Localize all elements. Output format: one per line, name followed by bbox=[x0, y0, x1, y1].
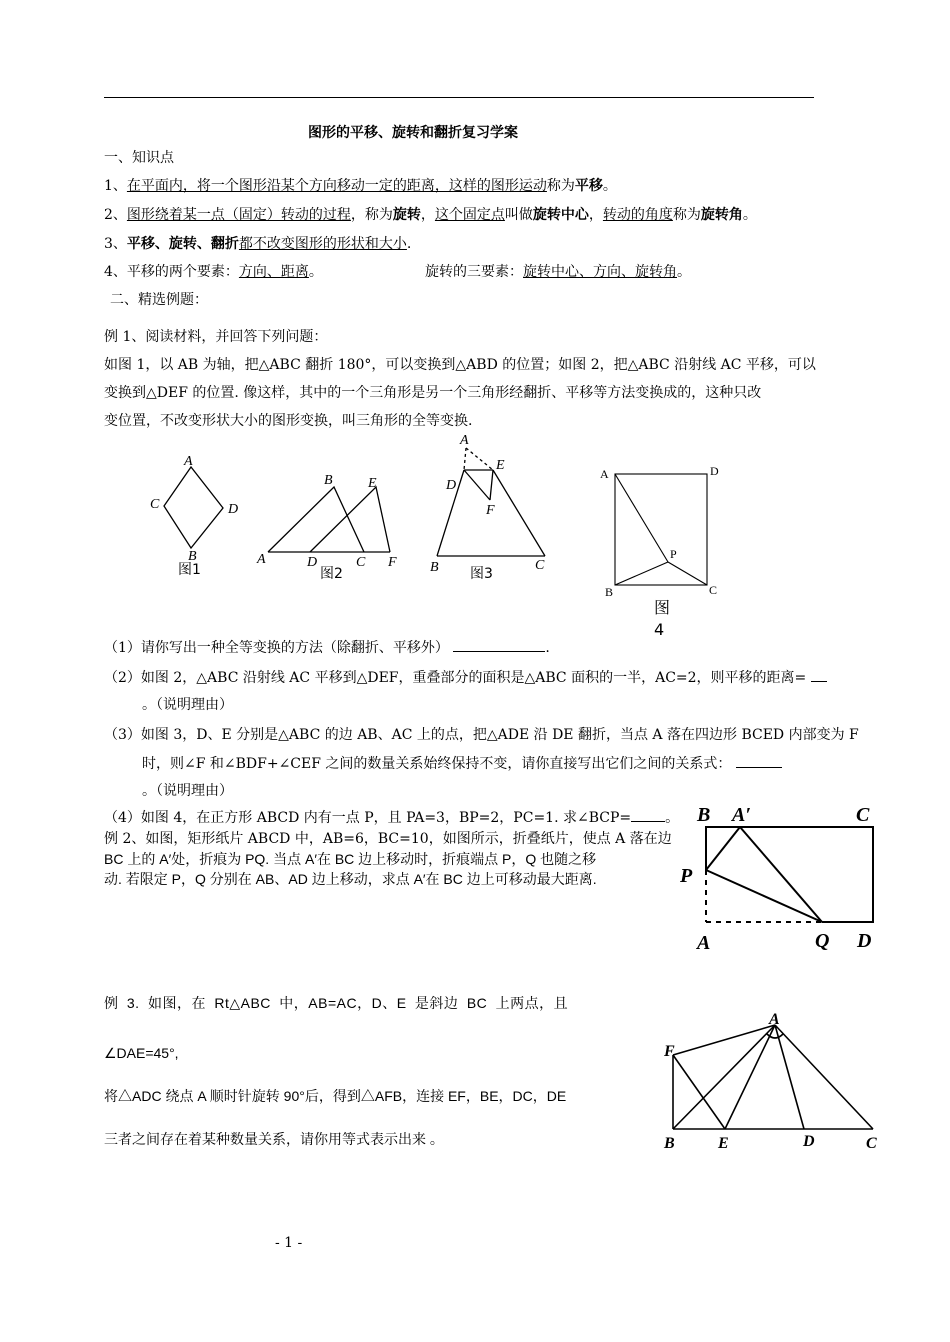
fig3-label-a: A bbox=[460, 433, 469, 448]
fig6-label-e: E bbox=[718, 1135, 729, 1152]
question-1: （1）请你写出一种全等变换的方法（除翻折、平移外） . bbox=[104, 637, 550, 658]
fig4-label-p: P bbox=[670, 547, 677, 561]
knowledge-item-3: 3、平移、旋转、翻折都不改变图形的形状和大小. bbox=[104, 236, 412, 252]
header-rule bbox=[104, 97, 814, 98]
fig5-label-c: C bbox=[856, 804, 870, 826]
fig5-label-b: B bbox=[697, 804, 711, 826]
fig2-label-c: C bbox=[356, 555, 366, 570]
fig5-label-a-prime: A′ bbox=[732, 804, 751, 826]
fig2-label-d: D bbox=[307, 555, 318, 570]
figure-1 bbox=[164, 467, 223, 548]
fig3-label-c: C bbox=[535, 558, 545, 573]
example3-figure bbox=[655, 1005, 890, 1155]
answer-blank-2[interactable] bbox=[811, 667, 827, 682]
question-3-line1: （3）如图 3，D、E 分别是△ABC 的边 AB、AC 上的点，把△ADE 沿 DE 翻折，当点 A 落在四边形 BCED 内部变为 F bbox=[104, 727, 859, 743]
fig3-label-e: E bbox=[496, 458, 505, 473]
section-heading-knowledge: 一、知识点 bbox=[104, 150, 174, 166]
fig1-label-c: C bbox=[150, 497, 160, 512]
example2-line2: BC 上的 A′处，折痕为 PQ. 当点 A′在 BC 边上移动时，折痕端点 P，Q 也随之移 bbox=[104, 851, 597, 867]
fig6-label-a: A bbox=[769, 1011, 780, 1028]
figure-4 bbox=[615, 474, 707, 585]
example3-line1: 例 3. 如图，在 Rt△ABC 中，AB=AC，D、E 是斜边 BC 上两点，且 bbox=[104, 995, 569, 1011]
example1-para-line1: 如图 1，以 AB 为轴，把△ABC 翻折 180°，可以变换到△ABD 的位置；如图 2，把△ABC 沿射线 AC 平移，可以 bbox=[104, 357, 816, 373]
example3-line3: 将△ADC 绕点 A 顺时针旋转 90°后，得到△AFB，连接 EF，BE，DC，DE bbox=[104, 1088, 567, 1104]
answer-blank-3[interactable] bbox=[736, 753, 782, 768]
fig5-label-d: D bbox=[857, 930, 872, 952]
page-number: - 1 - bbox=[275, 1235, 303, 1251]
example2-line1: 例 2、如图，矩形纸片 ABCD 中，AB=6，BC=10，如图所示，折叠纸片，使点 A 落在边 bbox=[104, 831, 672, 847]
fig5-label-a: A bbox=[697, 932, 711, 954]
fig2-label-e: E bbox=[368, 476, 377, 491]
example1-heading: 例 1、阅读材料，并回答下列问题： bbox=[104, 329, 328, 345]
fig1-label-d: D bbox=[228, 502, 239, 517]
question-4: （4）如图 4，在正方形 ABCD 内有一点 P，且 PA=3，BP=2，PC=1. 求∠BCP= 。 bbox=[104, 807, 679, 828]
section-heading-examples: 二、精选例题： bbox=[110, 292, 208, 308]
knowledge-item-1: 1、在平面内，将一个图形沿某个方向移动一定的距离，这样的图形运动称为平移。 bbox=[104, 178, 617, 194]
question-2-line2: 。（说明理由） bbox=[142, 697, 233, 713]
example1-para-line2: 变换到△DEF 的位置. 像这样，其中的一个三角形是另一个三角形经翻折、平移等方法变换成的，这种只改 bbox=[104, 385, 762, 401]
fig1-label-a: A bbox=[184, 454, 193, 469]
fig4-label-b: B bbox=[605, 585, 614, 599]
knowledge-item-4a: 4、平移的两个要素：方向、距离。 bbox=[104, 264, 323, 280]
fig1-label-b: B bbox=[188, 549, 197, 564]
example1-para-line3: 变位置，不改变形状大小的图形变换，叫三角形的全等变换. bbox=[104, 413, 473, 429]
figures-row bbox=[0, 430, 760, 645]
fig6-label-c: C bbox=[866, 1135, 877, 1152]
fig4-label-c: C bbox=[709, 583, 718, 597]
answer-blank-1[interactable] bbox=[453, 637, 545, 652]
figure-2 bbox=[268, 487, 390, 552]
doc-title: 图形的平移、旋转和翻折复习学案 bbox=[308, 125, 518, 141]
fig6-label-f: F bbox=[664, 1043, 675, 1060]
fig2-caption: 图2 bbox=[320, 566, 343, 582]
fig2-label-b: B bbox=[324, 473, 333, 488]
fig4-label-d: D bbox=[710, 464, 719, 478]
fig3-label-d: D bbox=[446, 478, 457, 493]
fig2-label-f: F bbox=[388, 555, 397, 570]
example2-figure bbox=[670, 795, 890, 960]
example2-line3: 动. 若限定 P，Q 分别在 AB、AD 边上移动，求点 A′在 BC 边上可移动最大距离. bbox=[104, 871, 597, 887]
figure-3 bbox=[437, 448, 545, 556]
fig3-label-f: F bbox=[486, 503, 495, 518]
question-2: （2）如图 2，△ABC 沿射线 AC 平移到△DEF，重叠部分的面积是△ABC 面积的一半，AC=2，则平移的距离= bbox=[104, 667, 827, 688]
fig4-caption-2: 4 bbox=[654, 620, 665, 639]
fig3-label-b: B bbox=[430, 560, 439, 575]
example3-line4: 三者之间存在着某种数量关系，请你用等式表示出来 。 bbox=[104, 1131, 444, 1147]
fig5-label-p: P bbox=[680, 865, 693, 887]
question-3-line3: 。（说明理由） bbox=[142, 783, 233, 799]
answer-blank-4[interactable] bbox=[631, 807, 665, 822]
knowledge-item-2: 2、图形绕着某一点（固定）转动的过程，称为旋转，这个固定点叫做旋转中心，转动的角度称为旋转角。 bbox=[104, 207, 757, 223]
knowledge-item-4b: 旋转的三要素：旋转中心、方向、旋转角。 bbox=[425, 264, 691, 280]
example3-line2: ∠DAE=45°, bbox=[104, 1045, 179, 1061]
fig1-caption: 图1 bbox=[178, 562, 201, 578]
fig4-label-a: A bbox=[600, 467, 609, 481]
question-3-line2: 时，则∠F 和∠BDF+∠CEF 之间的数量关系始终保持不变，请你直接写出它们之间的关系式： bbox=[142, 753, 782, 774]
fig6-label-d: D bbox=[803, 1133, 815, 1150]
fig5-label-q: Q bbox=[815, 930, 830, 952]
fig6-label-b: B bbox=[664, 1135, 675, 1152]
fig3-caption: 图3 bbox=[470, 566, 493, 582]
fig2-label-a: A bbox=[257, 552, 266, 567]
fig4-caption-1: 图 bbox=[654, 598, 671, 617]
